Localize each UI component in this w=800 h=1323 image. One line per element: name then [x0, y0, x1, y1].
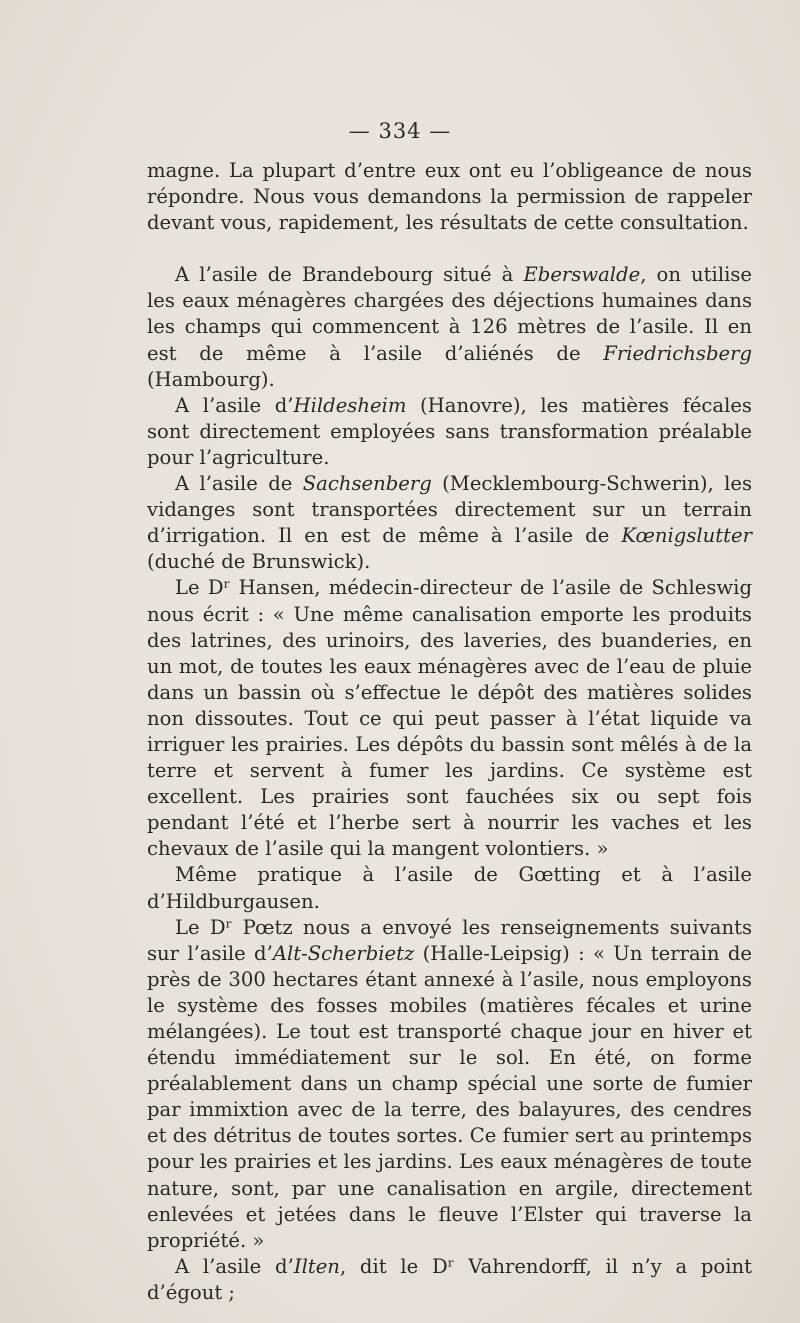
text-segment: Le Dʳ Pœtz nous a envoyé les renseignements suivants sur l’asile d’: [147, 915, 752, 965]
text-segment: A l’asile d’: [175, 1254, 294, 1278]
text-segment: Même pratique à l’asile de Gœtting et à l’asile d’Hildburgausen.: [147, 863, 752, 913]
paragraph: [147, 262, 752, 392]
text-segment: Le Dʳ Hansen, médecin-directeur de l’asile de Schleswig nous écrit : « Une même canalisation emporte les produits des latrines, des urinoirs, des laveries, des buanderies, en un mot, de toutes les eaux ménagères avec de l’eau de pluie dans un bassin où s’effectue le dépôt des matières solides non dissoutes. Tout ce qui peut passer à l’état liquide va irriguer les prairies. Les dépôts du bassin sont mêlés à de la terre et servent à fumer les jardins. Ce système est excellent. Les prairies sont fauchées six ou sept fois pendant l’été et l’herbe sert à nourrir les vaches et les chevaux de l’asile qui la mangent volontiers. »: [147, 576, 752, 861]
text-segment: A l’asile d’: [175, 393, 294, 417]
text-segment: (Mecklembourg-Schwerin), les vidanges sont transportées directement sur un terrain d’irrigation. Il en est de même à l’asile de: [147, 472, 752, 548]
place-name-italic: Ilten: [293, 1254, 340, 1278]
body-text: [147, 158, 752, 1306]
text-segment: , on utilise les eaux ménagères chargées des déjections humaines dans les champs qui commencent à 126 mètres de l’asile. Il en est de même à l’asile d’aliénés de: [147, 263, 753, 365]
text-segment: (Hambourg).: [147, 367, 275, 391]
paragraph: [147, 862, 752, 914]
place-name-italic: Kœnigslutter: [621, 524, 752, 548]
place-name-italic: Hildesheim: [293, 393, 407, 417]
paragraph: [147, 575, 752, 862]
paragraph: [147, 393, 752, 471]
paragraph: [147, 158, 752, 236]
text-segment: , dit le Dʳ Vahrendorff, il n’y a point d’égout ;: [147, 1254, 752, 1304]
text-segment: magne. La plupart d’entre eux ont eu l’obligeance de nous répondre. Nous vous demandons la permission de rappeler devant vous, rapidement, les résultats de cette consultation.: [147, 159, 752, 235]
place-name-italic: Sachsenberg: [302, 472, 432, 496]
text-segment: (Halle-Leipsig) : « Un terrain de près de 300 hectares étant annexé à l’asile, nous employons le système des fosses mobiles (matières fécales et urine mélangées). Le tout est transporté chaque jour en hiver et étendu immédiatement sur le sol. En été, on forme préalablement dans un champ spécial une sorte de fumier par immixtion avec de la terre, des balayures, des cendres et des détritus de toutes sortes. Ce fumier sert au printemps pour les prairies et les jardins. Les eaux ménagères de toute nature, sont, par une canalisation en argile, directement enlevées et jetées dans le fleuve l’Elster qui traverse la propriété. »: [147, 941, 752, 1252]
place-name-italic: Friedrichsberg: [603, 341, 752, 365]
paragraph: [147, 471, 752, 575]
page-number: — 334 —: [348, 119, 452, 143]
text-segment: A l’asile de: [175, 472, 303, 496]
place-name-italic: Eberswalde: [523, 263, 641, 287]
text-segment: A l’asile de Brandebourg situé à: [175, 263, 524, 287]
text-segment: (duché de Brunswick).: [147, 550, 371, 574]
paragraph: [147, 1254, 752, 1306]
text-segment: (Hanovre), les matières fécales sont directement employées sans transformation préalable pour l’agriculture.: [147, 393, 752, 469]
place-name-italic: Alt-Scherbietz: [272, 941, 415, 965]
paragraph: [147, 915, 752, 1254]
